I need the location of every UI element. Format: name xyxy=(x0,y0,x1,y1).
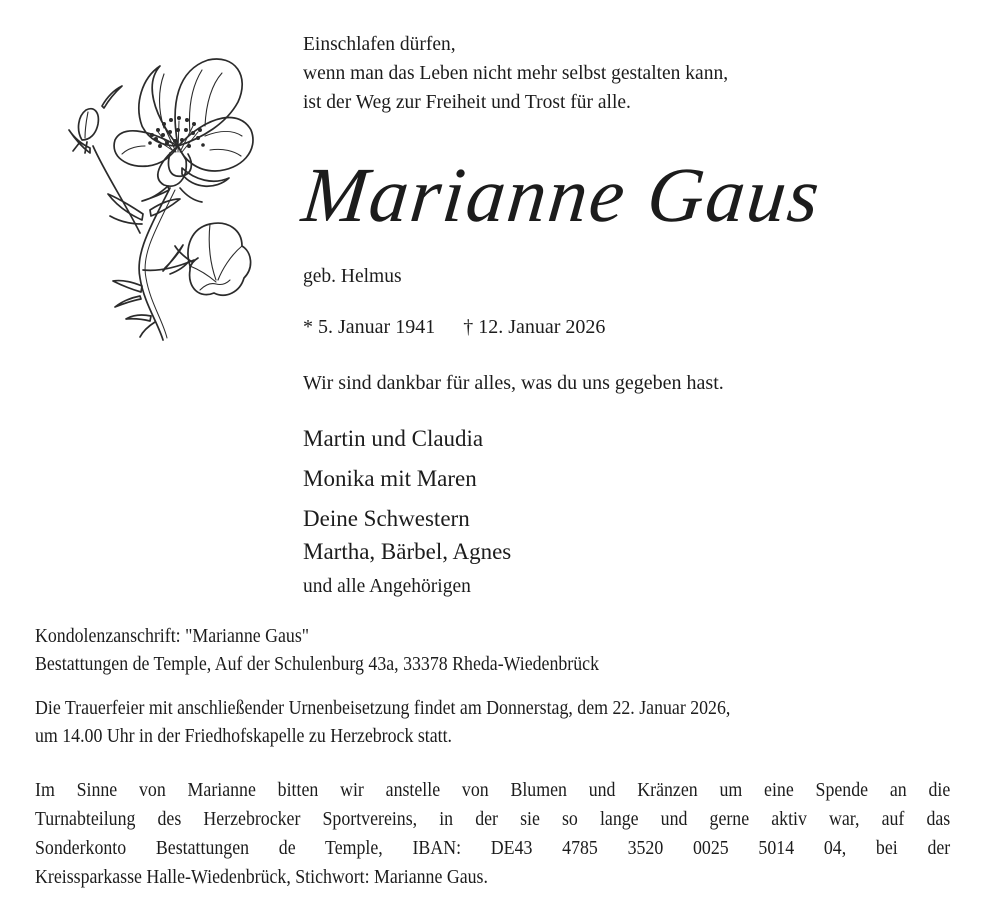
condolence-address xyxy=(35,622,950,678)
mourner-line: Monika mit Maren xyxy=(303,466,477,491)
maiden-name: geb. Helmus xyxy=(303,266,402,287)
donation-line: Turnabteilung des Herzebrocker Sportvereins, in der sie so lange und gerne aktiv war, auf das xyxy=(35,808,951,830)
condolence-line: Bestattungen de Temple, Auf der Schulenburg 43a, 33378 Rheda-Wiedenbrück xyxy=(35,653,599,675)
mourners-list xyxy=(303,426,511,565)
deceased-name: Marianne Gaus xyxy=(298,151,826,238)
funeral-service-info xyxy=(35,694,950,750)
mourner-line: Martin und Claudia xyxy=(303,426,484,451)
mourners-suffix: und alle Angehörigen xyxy=(303,576,471,597)
life-dates xyxy=(303,316,605,339)
death-date: † 12. Januar 2026 xyxy=(463,316,606,338)
verse-line: ist der Weg zur Freiheit und Trost für alle. xyxy=(303,92,631,113)
mourner-line: Deine Schwestern xyxy=(303,506,470,531)
verse-line: Einschlafen dürfen, xyxy=(303,34,456,55)
flower-line-art-svg xyxy=(30,18,260,348)
service-line: um 14.00 Uhr in der Friedhofskapelle zu Herzebrock statt. xyxy=(35,725,453,747)
verse-line: wenn man das Leben nicht mehr selbst gestalten kann, xyxy=(303,63,729,84)
birth-date: * 5. Januar 1941 xyxy=(303,316,436,338)
condolence-line: Kondolenzanschrift: "Marianne Gaus" xyxy=(35,625,310,647)
mourners-block xyxy=(303,426,511,598)
memorial-verse xyxy=(303,30,728,117)
donation-line: Sonderkonto Bestattungen de Temple, IBAN: DE43 4785 3520 0025 5014 04, bei der xyxy=(35,837,951,859)
poppy-flower-illustration xyxy=(30,18,260,348)
donation-line: Im Sinne von Marianne bitten wir anstelle von Blumen und Kränzen um eine Spende an die xyxy=(35,779,951,801)
service-line: Die Trauerfeier mit anschließender Urnenbeisetzung findet am Donnerstag, dem 22. Januar 2026, xyxy=(35,697,731,719)
gratitude-line: Wir sind dankbar für alles, was du uns gegeben hast. xyxy=(303,372,724,394)
mourner-line: Martha, Bärbel, Agnes xyxy=(303,539,512,564)
information-block xyxy=(35,622,950,892)
donation-line: Kreissparkasse Halle-Wiedenbrück, Stichwort: Marianne Gaus. xyxy=(35,866,488,888)
donation-request xyxy=(35,776,950,892)
